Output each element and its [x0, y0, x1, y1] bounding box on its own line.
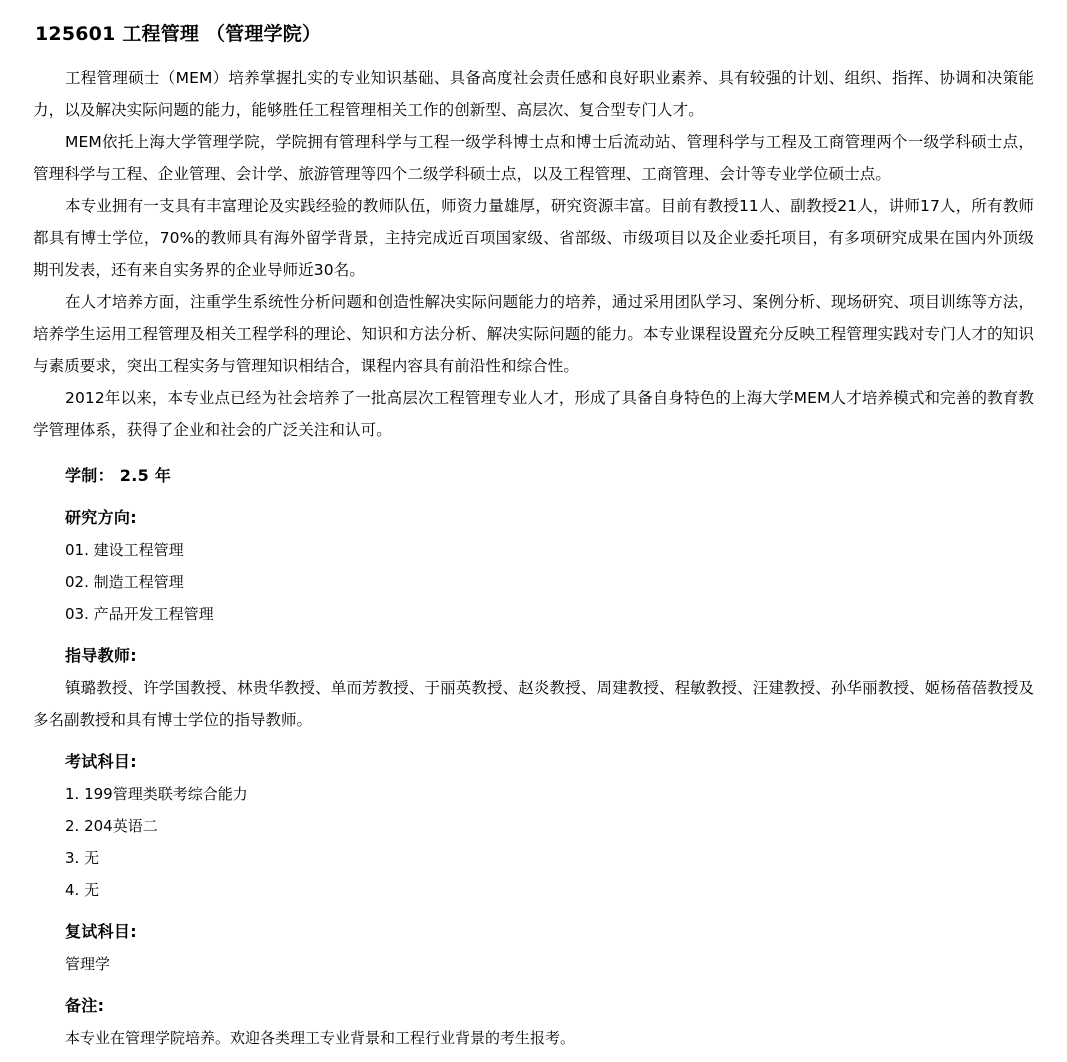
spacer	[33, 980, 1034, 982]
list-item: 管理学	[65, 954, 111, 973]
duration-heading: 学制： 2.5 年	[65, 465, 172, 485]
remarks-text: 本专业在管理学院培养。欢迎各类理工专业背景和工程行业背景的考生报考。	[65, 1028, 576, 1047]
spacer	[33, 492, 1034, 494]
intro-paragraph-1: 工程管理硕士（MEM）培养掌握扎实的专业知识基础、具备高度社会责任感和良好职业素养、具有较强的计划、组织、指挥、协调和决策能力，以及解决实际问题的能力，能够胜任工程管理相关工作的创新型、高层次、复合型专门人才。	[33, 68, 1034, 119]
remarks-heading: 备注:	[65, 995, 105, 1015]
spacer	[33, 630, 1034, 632]
spacer	[33, 446, 1034, 452]
list-item: 02. 制造工程管理	[65, 572, 184, 591]
list-item: 03. 产品开发工程管理	[65, 604, 214, 623]
list-item: 1. 199管理类联考综合能力	[65, 784, 248, 803]
list-item: 01. 建设工程管理	[65, 540, 184, 559]
list-item: 4. 无	[65, 880, 100, 899]
list-item: 2. 204英语二	[65, 816, 158, 835]
spacer	[33, 736, 1034, 738]
intro-paragraph-2: MEM依托上海大学管理学院，学院拥有管理科学与工程一级学科博士点和博士后流动站、管理科学与工程及工商管理两个一级学科硕士点，管理科学与工程、企业管理、会计学、旅游管理等四个二级学科硕士点，以及工程管理、工商管理、会计等专业学位硕士点。	[33, 132, 1034, 183]
exam-subjects-heading: 考试科目:	[65, 751, 137, 771]
intro-paragraph-3: 本专业拥有一支具有丰富理论及实践经验的教师队伍，师资力量雄厚，研究资源丰富。目前有教授11人、副教授21人，讲师17人，所有教师都具有博士学位，70%的教师具有海外留学背景，主持完成近百项国家级、省部级、市级项目以及企业委托项目，有多项研究成果在国内外顶级期刊发表，还有来自实务界的企业导师近30名。	[33, 196, 1034, 279]
page-title: 125601 工程管理 （管理学院）	[35, 23, 322, 45]
spacer	[33, 906, 1034, 908]
intro-paragraph-5: 2012年以来，本专业点已经为社会培养了一批高层次工程管理专业人才，形成了具备自身特色的上海大学MEM人才培养模式和完善的教育教学管理体系，获得了企业和社会的广泛关注和认可。	[33, 388, 1034, 439]
intro-paragraph-4: 在人才培养方面，注重学生系统性分析问题和创造性解决实际问题能力的培养，通过采用团队学习、案例分析、现场研究、项目训练等方法，培养学生运用工程管理及相关工程学科的理论、知识和方法分析、解决实际问题的能力。本专业课程设置充分反映工程管理实践对专门人才的知识与素质要求，突出工程实务与管理知识相结合，课程内容具有前沿性和综合性。	[33, 292, 1034, 375]
advisors-text: 镇璐教授、许学国教授、林贵华教授、单而芳教授、于丽英教授、赵炎教授、周建教授、程敏教授、汪建教授、孙华丽教授、姬杨蓓蓓教授及多名副教授和具有博士学位的指导教师。	[33, 678, 1034, 729]
research-directions-heading: 研究方向:	[65, 507, 137, 527]
retest-subjects-heading: 复试科目:	[65, 921, 137, 941]
advisors-heading: 指导教师:	[65, 645, 137, 665]
list-item: 3. 无	[65, 848, 100, 867]
